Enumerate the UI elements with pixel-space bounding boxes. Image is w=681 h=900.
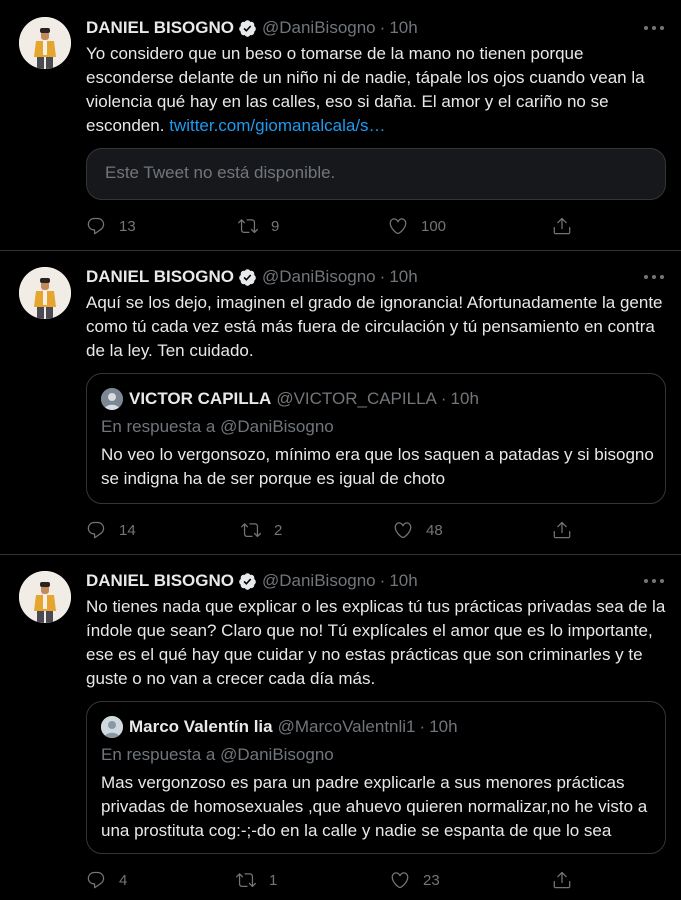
separator-dot: · [419,717,426,736]
reply-button[interactable] [86,518,136,542]
reply-button[interactable] [86,214,136,238]
retweet-count: 9 [271,217,280,235]
verified-badge-icon [238,572,257,591]
like-count: 100 [421,217,447,235]
quoted-timestamp: 10h [429,717,458,736]
author-handle[interactable]: @DaniBisogno [261,18,376,37]
tweet-header [86,265,418,289]
tweet-1[interactable] [0,0,681,250]
unavailable-text: Este Tweet no está disponible. [105,163,336,182]
more-options-icon[interactable] [644,267,664,287]
reply-count: 4 [119,871,128,889]
retweet-button[interactable] [241,518,282,542]
author-handle[interactable]: @DaniBisogno [261,267,376,286]
quoted-tweet[interactable] [86,701,666,854]
retweet-icon [236,870,256,890]
quoted-timestamp: 10h [450,389,479,408]
retweet-button[interactable] [238,214,279,238]
verified-badge-icon [238,268,257,287]
reply-mention: @DaniBisogno [220,417,334,436]
reply-icon [86,520,106,540]
retweet-icon [238,216,258,236]
avatar[interactable] [19,267,71,319]
reply-mention: @DaniBisogno [220,745,334,764]
like-count: 23 [423,871,440,889]
tweet-text [86,42,671,138]
tweet-actions [86,868,666,892]
like-button[interactable] [390,868,440,892]
quoted-author-name: Marco Valentín lia [129,717,273,736]
tweet-link[interactable]: twitter.com/giomanalcala/s… [169,116,386,135]
timestamp[interactable]: 10h [389,571,418,590]
tweet-actions [86,518,666,542]
quoted-tweet-header [101,715,458,739]
author-name[interactable]: DANIEL BISOGNO [86,18,234,37]
reply-count: 14 [119,521,136,539]
tweet-header [86,569,418,593]
share-icon [552,870,572,890]
more-options-icon[interactable] [644,571,664,591]
timestamp[interactable]: 10h [389,18,418,37]
quoted-tweet[interactable] [86,373,666,504]
retweet-button[interactable] [236,868,277,892]
reply-prefix: En respuesta a [101,745,216,764]
author-name[interactable]: DANIEL BISOGNO [86,267,234,286]
avatar-image [19,17,71,69]
avatar[interactable] [19,17,71,69]
like-icon [390,870,410,890]
like-button[interactable] [388,214,446,238]
tweet-3[interactable] [0,555,681,900]
retweet-count: 2 [274,521,283,539]
separator-dot: · [379,18,386,37]
retweet-icon [241,520,261,540]
quoted-avatar [101,388,123,410]
quoted-avatar [101,716,123,738]
quoted-tweet-text: No veo lo vergonsozo, mínimo era que los saquen a patadas y si bisogno se indigna ha de ser porque es igual de choto [101,445,654,488]
more-options-icon[interactable] [644,18,664,38]
timestamp[interactable]: 10h [389,267,418,286]
separator-dot: · [379,571,386,590]
author-handle[interactable]: @DaniBisogno [261,571,376,590]
author-name[interactable]: DANIEL BISOGNO [86,571,234,590]
verified-badge-icon [238,19,257,38]
reply-icon [86,216,106,236]
reply-button[interactable] [86,868,127,892]
quoted-author-name: VICTOR CAPILLA [129,389,272,408]
like-button[interactable] [393,518,443,542]
reply-icon [86,870,106,890]
tweet-text: No tienes nada que explicar o les explicas tú tus prácticas privadas sea de la índole que sean? Claro que no! Tú explícales el amor que es lo importante, ese es el qué hay que cuidar y no estas prácticas que son criminarles y te guste o no van a crecer cada día más. [86,597,666,688]
tweet-text: Aquí se los dejo, imaginen el grado de ignorancia! Afortunadamente la gente como tú cada vez está más fuera de circulación y tú pensamiento en contra de la ley. Ten cuidado. [86,293,663,360]
reply-count: 13 [119,217,136,235]
reply-context [101,743,334,767]
quoted-tweet-header [101,387,479,411]
avatar-image [19,571,71,623]
tweet-2[interactable] [0,251,681,554]
share-button[interactable] [552,518,572,542]
like-count: 48 [426,521,443,539]
quoted-author-handle: @VICTOR_CAPILLA [276,389,437,408]
share-button[interactable] [552,868,572,892]
unavailable-tweet-card [86,148,666,200]
avatar-image [19,267,71,319]
retweet-count: 1 [269,871,278,889]
like-icon [388,216,408,236]
tweet-body: Yo considero que un beso o tomarse de la mano no tienen porque esconderse delante de un niño ni de nadie, tápale los ojos cuando vean la violencia qué hay en las calles, eso si daña. El amor y el cariño no se esconden. [86,44,645,135]
reply-prefix: En respuesta a [101,417,216,436]
quoted-author-handle: @MarcoValentnli1 [277,717,416,736]
share-icon [552,520,572,540]
reply-context [101,415,334,439]
share-icon [552,216,572,236]
avatar[interactable] [19,571,71,623]
separator-dot: · [379,267,386,286]
quoted-tweet-text: Mas vergonzoso es para un padre explicarle a sus menores prácticas privadas de homosexuales ,que ahuevo quieren normalizar,no he visto a una prostituta cog:-;-do en la calle y nadie se espanta de que lo sea [101,773,648,840]
share-button[interactable] [552,214,572,238]
tweet-actions [86,214,666,238]
tweet-header [86,16,418,40]
separator-dot: · [440,389,447,408]
like-icon [393,520,413,540]
